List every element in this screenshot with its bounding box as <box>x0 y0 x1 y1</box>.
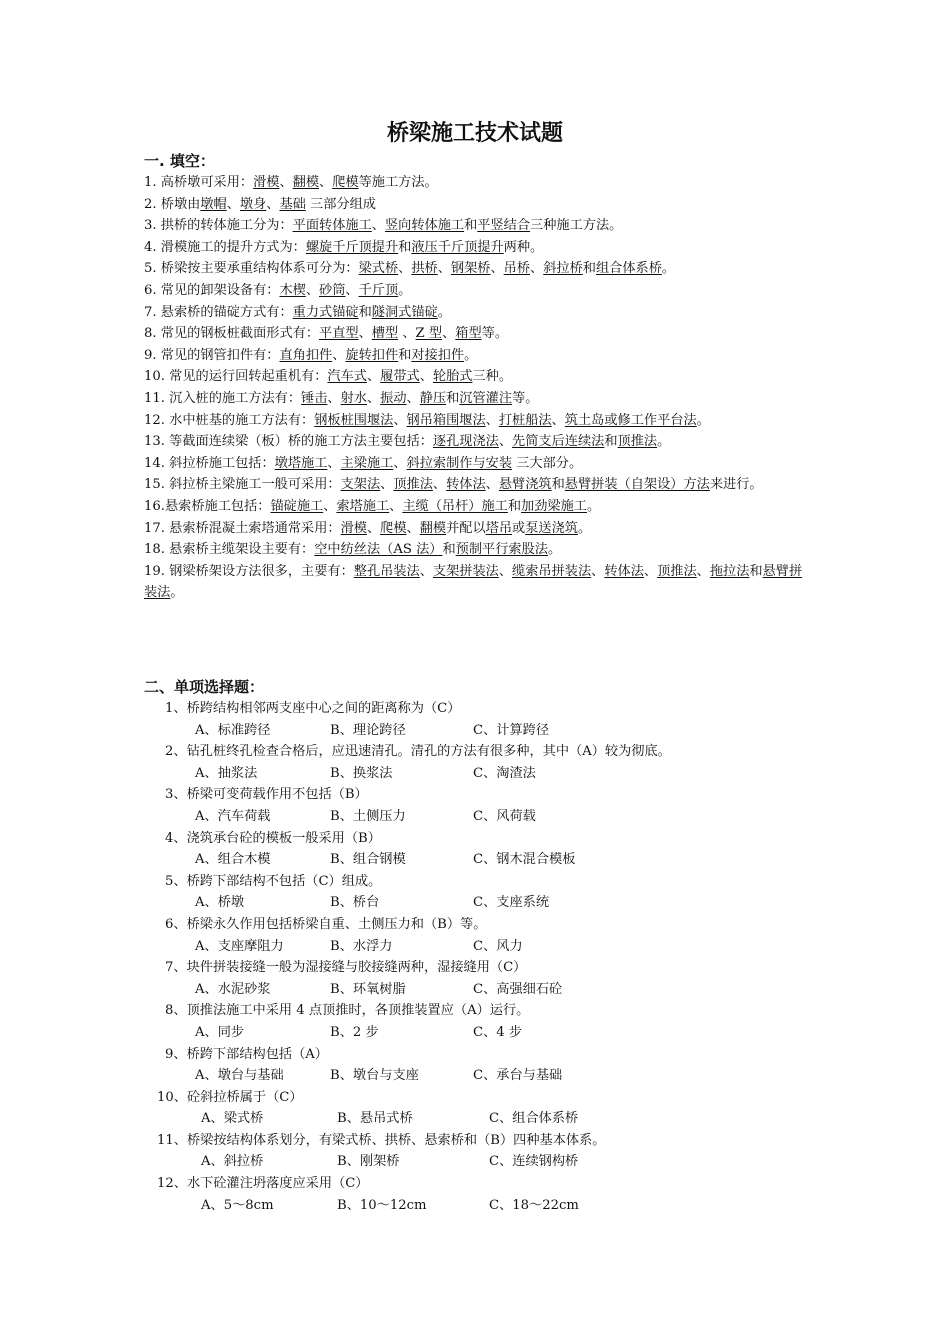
question-text: 、 <box>406 390 420 406</box>
fill-in-question <box>144 388 808 410</box>
question-text: 和 <box>398 239 412 255</box>
option-a: A、标准跨径 <box>195 722 271 738</box>
question-stem: 5、桥跨下部结构不包括（C）组成。 <box>165 873 382 889</box>
answer-blank: 组合体系桥 <box>595 261 662 277</box>
option-a: A、同步 <box>195 1024 245 1040</box>
option-c: C、组合体系桥 <box>489 1111 579 1127</box>
option-a: A、墩台与基础 <box>195 1068 284 1084</box>
answer-blank: 旋转扣件 <box>345 347 399 363</box>
option-c: C、连续钢构桥 <box>489 1154 579 1170</box>
answer-blank: 顶推法 <box>393 477 433 493</box>
question-text: 。 <box>547 542 562 558</box>
answer-blank: 墩帽 <box>200 196 227 212</box>
question-text: 、 <box>498 434 513 450</box>
fill-in-question <box>144 539 808 561</box>
question-text: 6. 常见的卸架设备有： <box>144 282 280 298</box>
option-a: A、组合木模 <box>195 852 271 868</box>
answer-blank: 斜拉桥 <box>543 261 583 277</box>
answer-blank: 支架拼装法 <box>432 563 499 579</box>
choice-question <box>165 1044 825 1087</box>
option-a: A、水泥砂浆 <box>195 981 271 997</box>
question-stem: 1、桥跨结构相邻两支座中心之间的距离称为（C） <box>165 701 461 716</box>
question-text: 、 <box>345 282 359 298</box>
question-text: 、 <box>442 326 456 342</box>
question-text: 、 <box>591 563 605 579</box>
option-b: B、组合钢模 <box>330 852 406 868</box>
option-a: A、汽车荷载 <box>195 808 271 824</box>
option-b: B、换浆法 <box>330 765 393 781</box>
answer-options <box>165 936 825 958</box>
option-b: B、理论跨径 <box>330 722 406 738</box>
question-text: 19. 钢梁桥架设方法很多，主要有： <box>144 563 354 579</box>
question-text: 和 <box>446 390 460 406</box>
question-text: 、 <box>358 326 372 342</box>
answer-blank: 墩塔施工 <box>274 455 328 471</box>
question-text: 、 <box>643 563 658 579</box>
answer-blank: 汽车式 <box>327 369 367 385</box>
choice-question <box>157 1130 825 1173</box>
option-a: A、桥墩 <box>195 895 245 911</box>
question-text: 、 <box>498 563 513 579</box>
answer-blank: 泵送浇筑 <box>525 520 578 536</box>
fill-in-question <box>144 561 808 604</box>
question-text: 来进行。 <box>709 477 763 493</box>
answer-blank: 隧洞式锚碇 <box>371 304 438 320</box>
question-text: 三部分组成 <box>305 196 376 212</box>
answer-blank: 重力式锚碇 <box>292 304 359 320</box>
answer-options <box>165 979 825 1001</box>
answer-blank: 梁式桥 <box>358 261 399 277</box>
question-text: 三大部分。 <box>512 455 583 471</box>
answer-blank: 锤击 <box>301 390 328 406</box>
option-b: B、2 步 <box>330 1024 379 1040</box>
question-text: 。 <box>657 434 671 450</box>
option-b: B、桥台 <box>330 895 380 911</box>
answer-blank: 悬臂拼装（自架设）方法 <box>564 477 710 493</box>
answer-blank: 对接扣件 <box>411 347 465 363</box>
option-c: C、计算跨径 <box>473 722 550 738</box>
answer-options <box>165 1151 825 1173</box>
question-text: 和 <box>507 498 522 514</box>
question-text: 和 <box>604 434 618 450</box>
question-text: 。 <box>696 412 710 428</box>
option-c: C、承台与基础 <box>473 1068 563 1084</box>
question-text: 3. 拱桥的转体施工分为： <box>144 218 293 234</box>
question-text: 。 <box>398 282 412 298</box>
question-text: 14. 斜拉桥施工包括： <box>144 455 275 471</box>
answer-blank: 钢架桥 <box>450 261 491 277</box>
answer-blank: 斜拉索制作与安装 <box>406 455 513 471</box>
question-text: 和 <box>358 304 372 320</box>
question-text: 、 <box>319 175 333 190</box>
fill-in-question <box>144 215 808 237</box>
answer-options <box>165 1195 825 1217</box>
option-b: B、悬吊式桥 <box>337 1111 413 1127</box>
question-text: 、 <box>530 261 544 277</box>
question-text: 、 <box>393 412 407 428</box>
question-text: 、 <box>419 369 433 385</box>
question-text: 三种。 <box>472 369 513 385</box>
option-c: C、18～22cm <box>489 1197 579 1213</box>
answer-blank: 平直型 <box>319 326 359 342</box>
question-text: 、 <box>696 563 710 579</box>
question-text: 、 <box>366 520 381 536</box>
answer-options <box>165 1108 825 1130</box>
answer-blank: 爬模 <box>380 520 407 536</box>
question-text: 。 <box>437 304 451 320</box>
fill-in-question <box>144 172 808 194</box>
answer-blank: 履带式 <box>380 369 420 385</box>
question-stem: 11、桥梁按结构体系划分，有梁式桥、拱桥、悬索桥和（B）四种基本体系。 <box>157 1132 606 1148</box>
choice-question <box>165 741 825 784</box>
answer-blank: 直角扣件 <box>279 347 333 363</box>
answer-blank: 翻模 <box>292 175 320 190</box>
question-text: 、 <box>305 282 320 298</box>
answer-blank: 转体法 <box>446 477 486 493</box>
question-stem: 7、块件拼装接缝一般为湿接缝与胶接缝两种，湿接缝用（C） <box>165 960 527 976</box>
fill-in-question <box>144 410 808 432</box>
question-text: 、 <box>432 477 447 493</box>
answer-blank: 先简支后连续法 <box>512 434 605 450</box>
answer-blank: 加劲梁施工 <box>521 498 587 514</box>
answer-blank: 平面转体施工 <box>292 218 372 234</box>
answer-blank: 钢吊箱围堰法 <box>406 412 486 428</box>
question-text: 、 <box>490 261 504 277</box>
question-text: 三种施工方法。 <box>530 218 623 234</box>
question-text: 。 <box>661 261 676 277</box>
answer-blank: 悬臂浇筑 <box>498 477 552 493</box>
answer-options <box>165 1065 825 1087</box>
question-text: 。 <box>586 498 601 514</box>
answer-blank: 轮胎式 <box>432 369 473 385</box>
question-stem: 2、钻孔桩终孔检查合格后，应迅速清孔。清孔的方法有很多种，其中（A）较为彻底。 <box>165 744 671 760</box>
answer-blank: 主梁施工 <box>340 455 394 471</box>
question-text: 7. 悬索桥的锚碇方式有： <box>144 304 293 320</box>
answer-blank: 塔吊 <box>485 520 513 536</box>
option-b: B、刚架桥 <box>337 1154 400 1170</box>
answer-blank: 基础 <box>279 196 306 212</box>
option-a: A、支座摩阻力 <box>195 938 284 954</box>
option-c: C、钢木混合模板 <box>473 852 576 868</box>
answer-blank: 整孔吊装法 <box>353 563 420 579</box>
question-text: 、 <box>406 520 420 536</box>
option-b: B、水浮力 <box>330 938 393 954</box>
fill-in-question <box>144 194 808 216</box>
answer-blank: 吊桥 <box>503 261 531 277</box>
question-text: 5. 桥梁按主要承重结构体系可分为： <box>144 261 359 277</box>
question-stem: 6、桥梁永久作用包括桥梁自重、土侧压力和（B）等。 <box>165 916 487 932</box>
question-text: 。 <box>170 585 184 601</box>
answer-blank: 空中纺丝法（AS 法） <box>314 542 443 558</box>
document-title: 桥梁施工技术试题 <box>386 121 563 146</box>
option-a: A、抽浆法 <box>195 765 258 781</box>
fill-in-question <box>144 431 808 453</box>
option-c: C、风力 <box>473 938 523 954</box>
answer-blank: 悬臂拼装法 <box>144 563 803 601</box>
option-b: B、土侧压力 <box>330 808 406 824</box>
answer-blank: 支架法 <box>340 477 381 493</box>
question-text: 11. 沉入桩的施工方法有： <box>144 390 302 406</box>
choice-question <box>165 957 825 1000</box>
answer-options <box>165 763 825 785</box>
answer-blank: 拖拉法 <box>709 563 750 579</box>
fill-in-question <box>144 474 808 496</box>
fill-in-question <box>144 366 808 388</box>
question-text: 2. 桥墩由 <box>144 196 201 212</box>
fill-in-question <box>144 302 808 324</box>
question-text: 、 <box>366 369 381 385</box>
fill-in-question <box>144 496 808 518</box>
fill-in-question <box>144 258 808 280</box>
answer-blank: 顶推法 <box>617 434 658 450</box>
question-text: 10. 常见的运行回转起重机有： <box>144 369 328 385</box>
answer-blank: 平竖结合 <box>477 218 531 234</box>
question-text: 、 <box>389 498 403 514</box>
question-text: 和 <box>582 261 596 277</box>
question-text: 、 <box>226 196 240 212</box>
answer-blank: 主缆（吊杆）施工 <box>402 498 508 514</box>
question-text: 13. 等截面连续梁（板）桥的施工方法主要包括： <box>144 434 433 450</box>
question-text: 、 <box>437 261 451 277</box>
question-text: 1. 高桥墩可采用： <box>144 175 254 190</box>
answer-blank: 预制平行索股法 <box>455 542 548 558</box>
option-c: C、淘渣法 <box>473 765 536 781</box>
question-text: 、 <box>419 563 433 579</box>
question-text: 、 <box>332 347 346 363</box>
question-text: 。 <box>464 347 478 363</box>
question-text: 8. 常见的钢板桩截面形式有： <box>144 326 320 342</box>
question-text: 、 <box>485 412 499 428</box>
answer-options <box>165 806 825 828</box>
answer-options <box>165 892 825 914</box>
answer-blank: 锚碇施工 <box>270 498 324 514</box>
question-text: 和 <box>551 477 565 493</box>
fill-in-question <box>144 453 808 475</box>
fill-in-question-list <box>144 172 808 604</box>
answer-blank: 翻模 <box>419 520 447 536</box>
answer-blank: 转体法 <box>604 563 644 579</box>
question-text: 两种。 <box>503 239 544 255</box>
question-text: 、 <box>323 498 337 514</box>
answer-options <box>165 1022 825 1044</box>
choice-question <box>165 828 825 871</box>
choice-question <box>165 698 825 741</box>
question-text: 等施工方法。 <box>358 175 438 190</box>
answer-blank: 竖向转体施工 <box>384 218 465 234</box>
answer-blank: 拱桥 <box>411 261 438 277</box>
answer-blank: 墩身 <box>239 196 267 212</box>
answer-blank: 打桩船法 <box>498 412 552 428</box>
section-heading-multiple-choice: 二、单项选择题： <box>144 678 265 696</box>
question-stem: 12、水下砼灌注坍落度应采用（C） <box>157 1176 369 1192</box>
choice-question <box>165 784 825 827</box>
question-stem: 9、桥跨下部结构包括（A） <box>165 1046 328 1062</box>
answer-blank: 钢板桩围堰法 <box>314 412 394 428</box>
question-text: 17. 悬索桥混凝土索塔通常采用： <box>144 520 341 536</box>
question-text: 或 <box>512 520 526 536</box>
answer-options <box>165 720 825 742</box>
answer-blank: 千斤顶 <box>358 282 399 298</box>
option-c: C、风荷载 <box>473 808 536 824</box>
option-a: A、梁式桥 <box>201 1111 264 1127</box>
answer-blank: 振动 <box>380 390 407 406</box>
question-text: 4. 滑模施工的提升方式为： <box>144 239 306 255</box>
answer-blank: 滑模 <box>253 175 280 190</box>
fill-in-question <box>144 345 808 367</box>
question-stem: 4、浇筑承台砼的模板一般采用（B） <box>165 830 381 846</box>
question-text: 、 <box>398 326 416 342</box>
option-c: C、4 步 <box>473 1024 523 1040</box>
option-b: B、10～12cm <box>337 1197 427 1213</box>
answer-blank: 箱型 <box>455 326 482 342</box>
answer-blank: 槽型 <box>371 326 399 342</box>
answer-blank: 螺旋千斤顶提升 <box>305 239 399 255</box>
choice-question <box>165 1000 825 1043</box>
question-text: 、 <box>398 261 412 277</box>
question-text: 。 <box>577 520 592 536</box>
answer-blank: 逐孔现浇法 <box>432 434 499 450</box>
question-text: 、 <box>327 455 341 471</box>
answer-blank: 射水 <box>340 390 367 406</box>
question-text: 、 <box>371 218 385 234</box>
option-a: A、斜拉桥 <box>201 1154 264 1170</box>
choice-question <box>165 871 825 914</box>
answer-options <box>165 849 825 871</box>
question-text: 和 <box>464 218 478 234</box>
question-text: 并配以 <box>446 520 486 536</box>
option-b: B、墩台与支座 <box>330 1068 419 1084</box>
answer-blank: 爬模 <box>332 175 359 190</box>
question-text: 15. 斜拉桥主梁施工一般可采用： <box>144 477 341 493</box>
question-text: 和 <box>749 563 763 579</box>
question-text: 、 <box>366 390 381 406</box>
answer-blank: 静压 <box>419 390 447 406</box>
question-text: 、 <box>485 477 499 493</box>
question-text: 16.悬索桥施工包括： <box>144 498 271 514</box>
fill-in-question <box>144 237 808 259</box>
answer-blank: 筑土岛或修工作平台法 <box>564 412 697 428</box>
answer-blank: 沉管灌注 <box>459 390 513 406</box>
question-stem: 10、砼斜拉桥属于（C） <box>157 1089 303 1105</box>
question-stem: 3、桥梁可变荷载作用不包括（B） <box>165 787 368 803</box>
fill-in-question <box>144 518 808 540</box>
option-c: C、高强细石砼 <box>473 981 563 997</box>
question-text: 、 <box>327 390 341 406</box>
question-text: 和 <box>398 347 412 363</box>
answer-blank: 液压千斤顶提升 <box>411 239 504 255</box>
answer-blank: 木楔 <box>279 282 306 298</box>
question-text: 和 <box>442 542 456 558</box>
question-text: 等。 <box>481 326 509 342</box>
choice-question <box>165 914 825 957</box>
choice-question <box>157 1173 825 1216</box>
option-a: A、5～8cm <box>201 1197 274 1213</box>
answer-blank: Z 型 <box>415 326 443 342</box>
question-text: 、 <box>551 412 565 428</box>
fill-in-question <box>144 280 808 302</box>
option-c: C、支座系统 <box>473 895 550 911</box>
section-heading-fill-in: 一. 填空： <box>144 152 215 170</box>
question-text: 9. 常见的钢管扣件有： <box>144 347 280 363</box>
question-text: 等。 <box>512 390 539 406</box>
question-text: 18. 悬索桥主缆架设主要有： <box>144 542 315 558</box>
multiple-choice-question-list <box>157 698 825 1216</box>
answer-blank: 砂筒 <box>319 282 346 298</box>
question-text: 、 <box>393 455 407 471</box>
fill-in-question <box>144 323 808 345</box>
question-text: 、 <box>279 175 293 190</box>
question-text: 12. 水中桩基的施工方法有： <box>144 412 315 428</box>
question-text: 、 <box>266 196 280 212</box>
option-b: B、环氧树脂 <box>330 981 406 997</box>
question-stem: 8、顶推法施工中采用 4 点顶推时，各顶推装置应（A）运行。 <box>165 1003 530 1019</box>
question-text: 、 <box>380 477 394 493</box>
answer-blank: 缆索吊拼装法 <box>512 563 592 579</box>
answer-blank: 滑模 <box>340 520 367 536</box>
answer-blank: 顶推法 <box>657 563 697 579</box>
choice-question <box>157 1087 825 1130</box>
answer-blank: 索塔施工 <box>336 498 390 514</box>
